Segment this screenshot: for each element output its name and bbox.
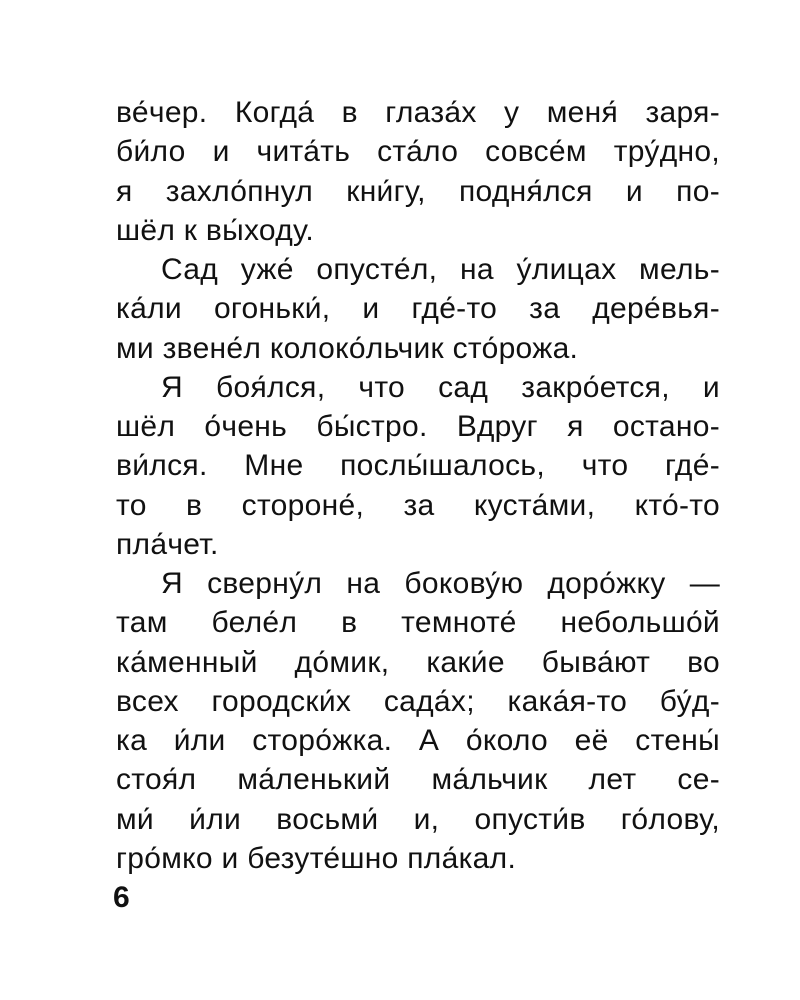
text-line: ка́ли огоньки́, и где́-то за дере́вья-: [116, 292, 720, 326]
text-line: би́ло и чита́ть ста́ло совсе́м тру́дно,: [116, 135, 720, 169]
text-line: всех городски́х сада́х; кака́я-то бу́д-: [116, 684, 720, 718]
text-line: ка́менный до́мик, каки́е быва́ют во: [116, 645, 720, 679]
text-line: стоя́л ма́ленький ма́льчик лет се-: [116, 763, 720, 797]
text-line: шёл к вы́ходу.: [116, 213, 314, 247]
text-line: Я сверну́л на бокову́ю доро́жку —: [161, 567, 720, 600]
text-line: Сад уже́ опусте́л, на у́лицах мель-: [161, 253, 720, 286]
page-number: 6: [113, 881, 130, 914]
text-line: ве́чер. Когда́ в глаза́х у меня́ заря-: [116, 96, 720, 129]
text-line: шёл о́чень бы́стро. Вдруг я остано-: [116, 410, 720, 443]
text-line: я захло́пнул кни́гу, подня́лся и по-: [116, 174, 720, 208]
text-line: там беле́л в темноте́ небольшо́й: [116, 606, 720, 640]
text-line: ка и́ли сторо́жка. А о́коло её стены́: [116, 724, 720, 757]
text-line: пла́чет.: [116, 527, 219, 561]
body-text: [116, 93, 720, 878]
text-line: Я боя́лся, что сад закро́ется, и: [161, 370, 720, 404]
text-line: ви́лся. Мне послы́шалось, что где́-: [116, 449, 720, 483]
text-line: гро́мко и безуте́шно пла́кал.: [116, 841, 517, 875]
text-line: ми́ и́ли восьми́ и, опусти́в го́лову,: [116, 802, 720, 836]
text-line: ми звене́л колоко́льчик сто́рожа.: [116, 331, 579, 365]
text-line: то в стороне́, за куста́ми, кто́-то: [116, 488, 720, 522]
